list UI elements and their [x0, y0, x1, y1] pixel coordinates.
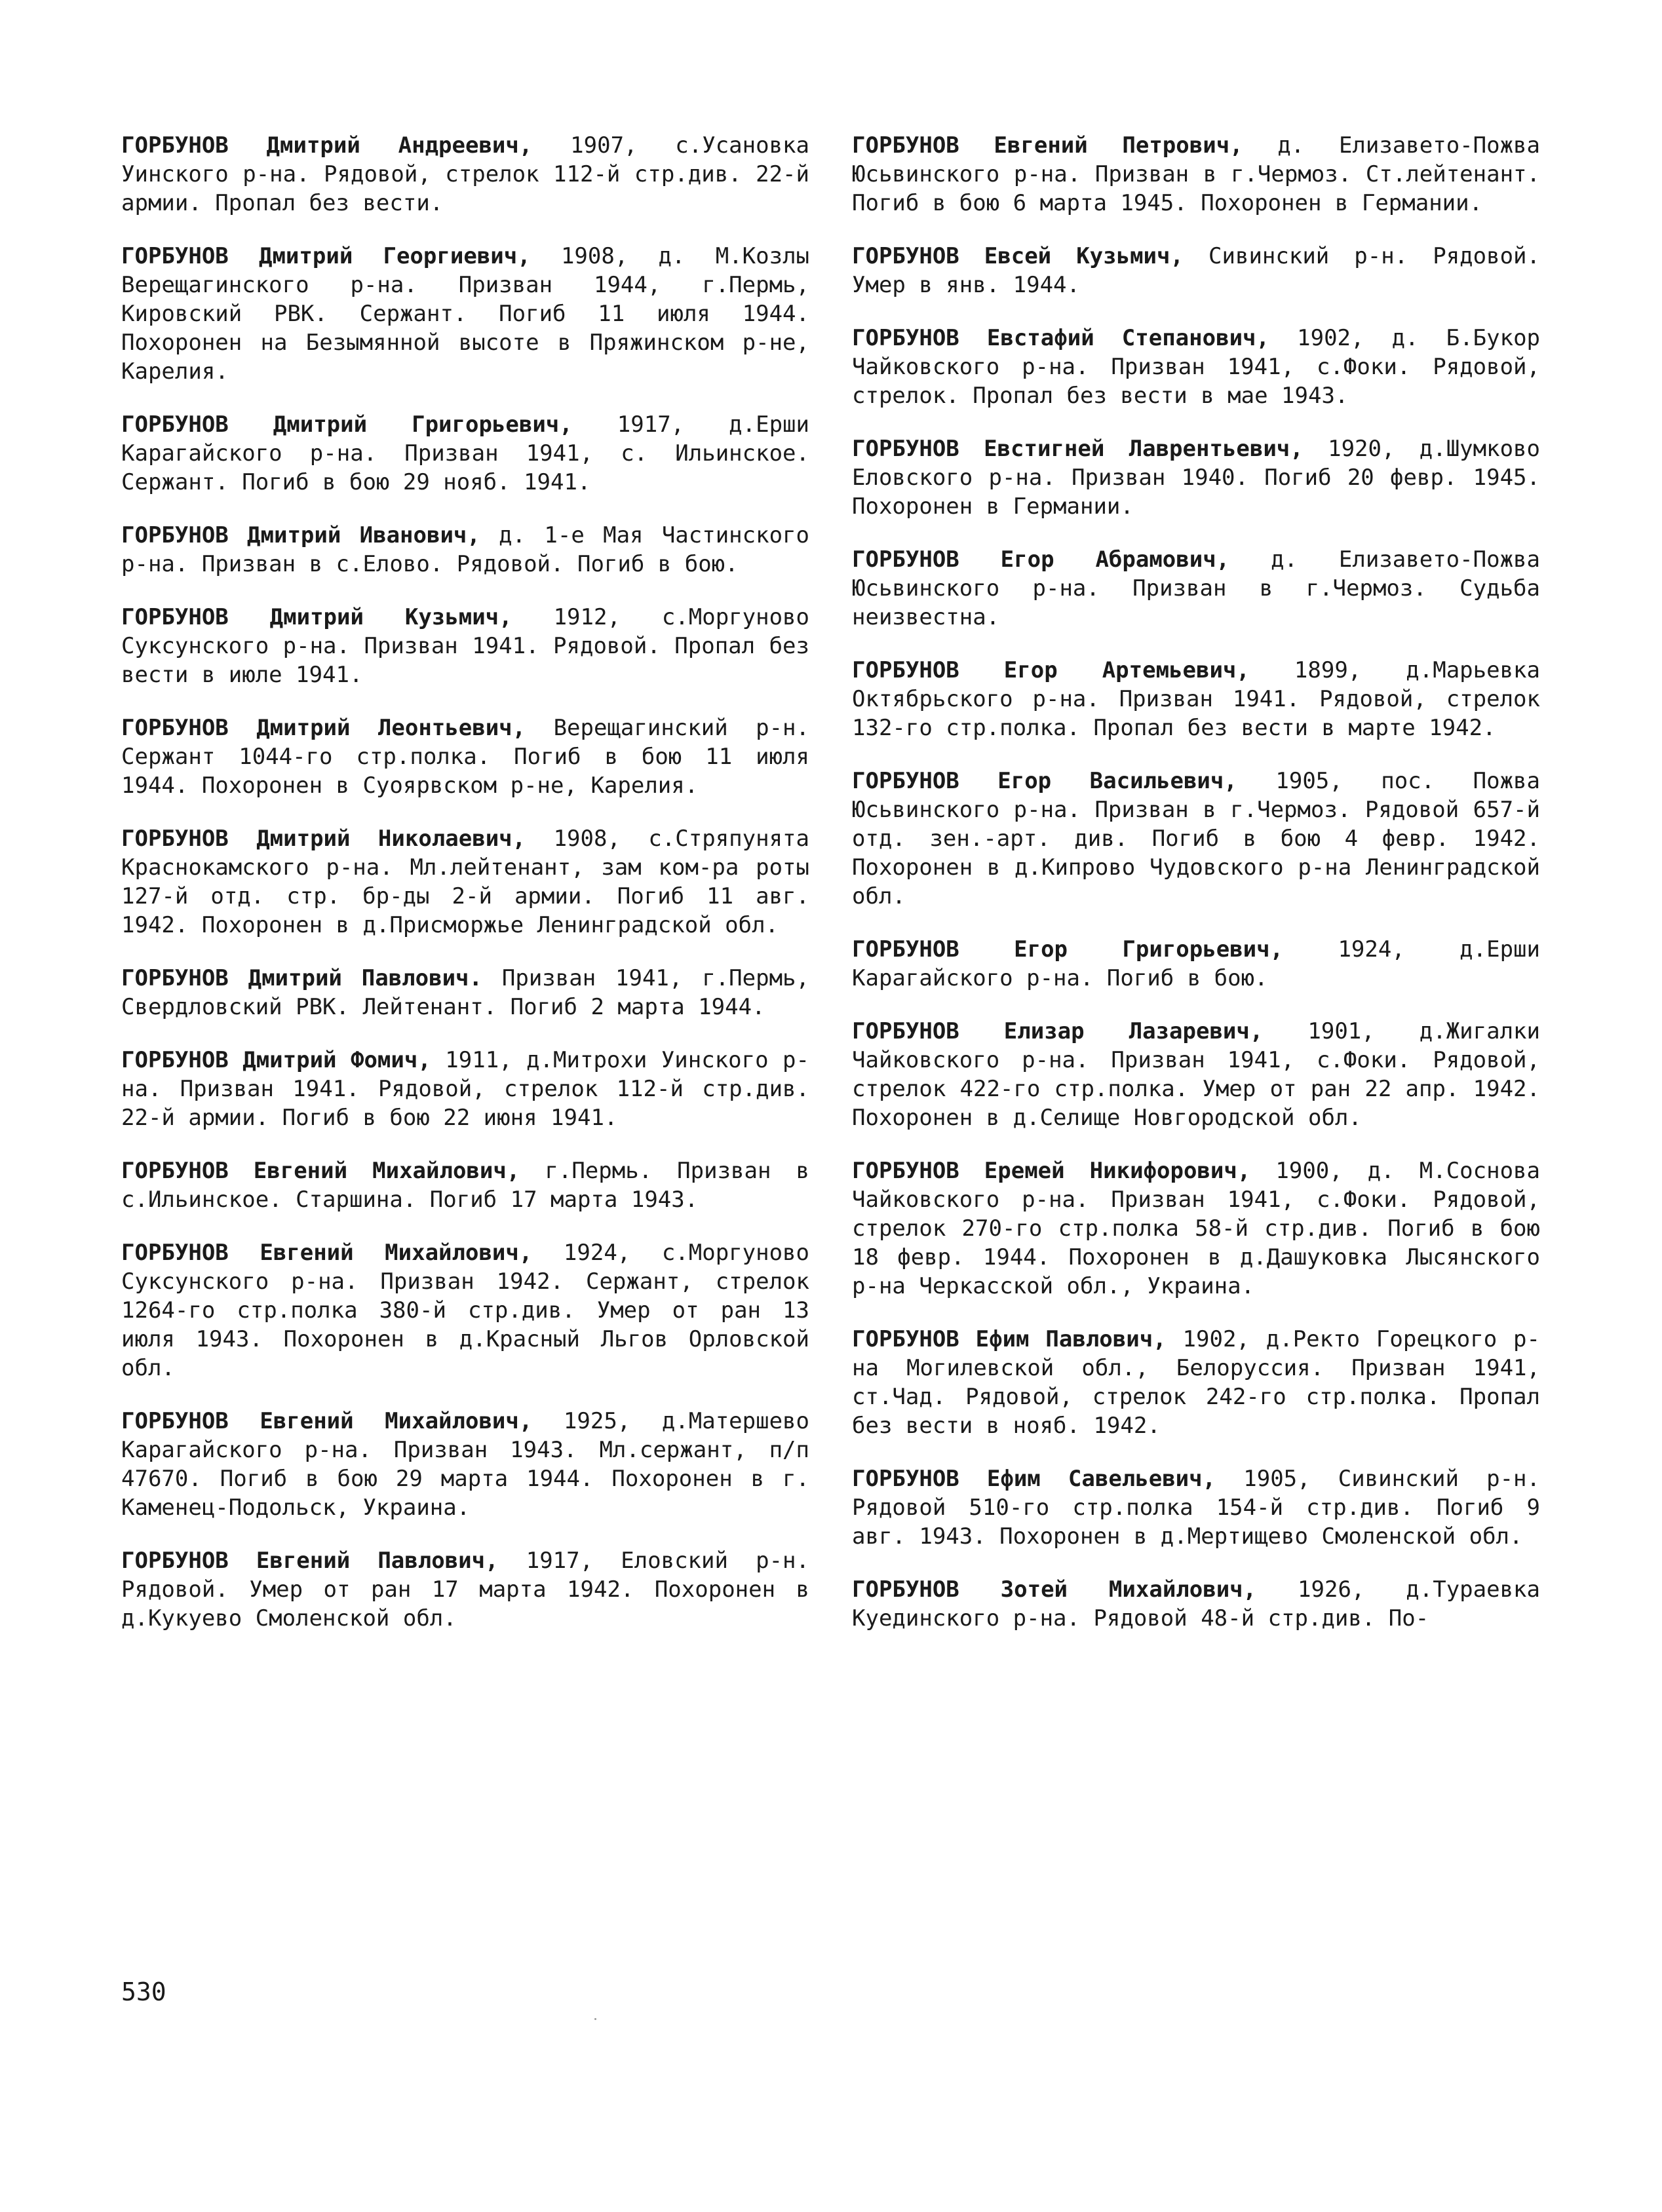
entry	[852, 1575, 1540, 1633]
entry-text: 1902, д.Ректо Горецкого р-на Могилевской обл., Белоруссия. Призван 1941, ст.Чад. Рядовой, стрелок 242-го стр.полка. Пропал без вести в нояб. 1942.	[852, 1326, 1540, 1439]
entry	[121, 1546, 809, 1633]
entry-name: ГОРБУНОВ Дмитрий Георгиевич,	[121, 243, 531, 269]
entry-name: ГОРБУНОВ Егор Артемьевич,	[852, 657, 1250, 683]
entry-text: 1925, д.Матершево Карагайского р-на. Призван 1943. Мл.сержант, п/п 47670. Погиб в бою 29 марта 1944. Похоронен в г. Каменец-Подольск, Украина.	[121, 1408, 809, 1521]
entry-text: д. Елизавето-Пожва Юсьвинского р-на. Призван в г.Чермоз. Судьба неизвестна.	[852, 546, 1540, 630]
entry-name: ГОРБУНОВ Дмитрий Иванович,	[121, 522, 480, 548]
entry-name: ГОРБУНОВ Евстигней Лаврентьевич,	[852, 436, 1304, 462]
entry-name: ГОРБУНОВ Евсей Кузьмич,	[852, 243, 1184, 269]
page-number: 530	[121, 1977, 166, 2006]
right-column	[852, 131, 1540, 1657]
entry-name: ГОРБУНОВ Евгений Михайлович,	[121, 1158, 520, 1184]
entry	[852, 242, 1540, 299]
entry	[852, 545, 1540, 632]
entry-text: д. Елизавето-Пожва Юсьвинского р-на. Призван в г.Чермоз. Ст.лейтенант. Погиб в бою 6 марта 1945. Похоронен в Германии.	[852, 132, 1540, 216]
entry-text: 1899, д.Марьевка Октябрьского р-на. Призван 1941. Рядовой, стрелок 132-го стр.полка. Пропал без вести в марте 1942.	[852, 657, 1540, 741]
entry	[852, 1464, 1540, 1551]
entry	[121, 824, 809, 940]
entry-name: ГОРБУНОВ Дмитрий Григорьевич,	[121, 411, 573, 438]
entry	[121, 1046, 809, 1132]
entry-text: 1908, с.Стряпунята Краснокамского р-на. Мл.лейтенант, зам ком-ра роты 127-й отд. стр. бр-ды 2-й армии. Погиб 11 авг. 1942. Похоронен в д.Присморжье Ленинградской обл.	[121, 826, 809, 938]
entry-text: 1920, д.Шумково Еловского р-на. Призван 1940. Погиб 20 февр. 1945. Похоронен в Германии.	[852, 436, 1540, 520]
entry-name: ГОРБУНОВ Ефим Савельевич,	[852, 1466, 1216, 1492]
entry-name: ГОРБУНОВ Евстафий Степанович,	[852, 325, 1269, 351]
entry-text: Призван 1941, г.Пермь, Свердловский РВК. Лейтенант. Погиб 2 марта 1944.	[121, 965, 809, 1020]
entry-text: 1907, с.Усановка Уинского р-на. Рядовой, стрелок 112-й стр.див. 22-й армии. Пропал без вести.	[121, 132, 809, 216]
entry-text: 1917, Еловский р-н. Рядовой. Умер от ран 17 марта 1942. Похоронен в д.Кукуево Смоленской обл.	[121, 1548, 809, 1631]
entry	[121, 1407, 809, 1522]
entry	[852, 131, 1540, 218]
entry-name: ГОРБУНОВ Евгений Михайлович,	[121, 1240, 533, 1266]
entry-name: ГОРБУНОВ Евгений Петрович,	[852, 132, 1243, 159]
entry-name: ГОРБУНОВ Дмитрий Павлович.	[121, 965, 482, 991]
entry-text: 1905, Сивинский р-н. Рядовой 510-го стр.полка 154-й стр.див. Погиб 9 авг. 1943. Похоронен в д.Мертищево Смоленской обл.	[852, 1466, 1540, 1550]
entry	[121, 131, 809, 218]
entry-text: 1905, пос. Пожва Юсьвинского р-на. Призван в г.Чермоз. Рядовой 657-й отд. зен.-арт. див. Погиб в бою 4 февр. 1942. Похоронен в д.Кипрово Чудовского р-на Ленинградской обл.	[852, 768, 1540, 909]
entry-text: д. 1-е Мая Частинского р-на. Призван в с.Елово. Рядовой. Погиб в бою.	[121, 522, 809, 577]
entry-name: ГОРБУНОВ Дмитрий Леонтьевич,	[121, 715, 526, 741]
entry	[121, 242, 809, 386]
entry	[852, 935, 1540, 993]
entry	[852, 434, 1540, 521]
entry-text: 1901, д.Жигалки Чайковского р-на. Призван 1941, с.Фоки. Рядовой, стрелок 422-го стр.полка. Умер от ран 22 апр. 1942. Похоронен в д.Селище Новгородской обл.	[852, 1018, 1540, 1131]
entry-text: г.Пермь. Призван в с.Ильинское. Старшина. Погиб 17 марта 1943.	[121, 1158, 809, 1213]
left-column	[121, 131, 809, 1657]
entry-name: ГОРБУНОВ Дмитрий Николаевич,	[121, 826, 526, 852]
entry-text: 1924, с.Моргуново Суксунского р-на. Призван 1942. Сержант, стрелок 1264-го стр.полка 380-й стр.див. Умер от ран 13 июля 1943. Похоронен в д.Красный Льгов Орловской обл.	[121, 1240, 809, 1381]
entry	[852, 1017, 1540, 1132]
entry-text: 1902, д. Б.Букор Чайковского р-на. Призван 1941, с.Фоки. Рядовой, стрелок. Пропал без вести в мае 1943.	[852, 325, 1541, 409]
entry-name: ГОРБУНОВ Егор Васильевич,	[852, 768, 1237, 794]
entry-name: ГОРБУНОВ Зотей Михайлович,	[852, 1576, 1257, 1603]
entry-text: Сивинский р-н. Рядовой. Умер в янв. 1944.	[852, 243, 1540, 298]
entry-name: ГОРБУНОВ Егор Григорьевич,	[852, 936, 1284, 963]
entry-text: 1908, д. М.Козлы Верещагинского р-на. Призван 1944, г.Пермь, Кировский РВК. Сержант. Погиб 11 июля 1944. Похоронен на Безымянной высоте в Пряжинском р-не, Карелия.	[121, 243, 810, 385]
entry-name: ГОРБУНОВ Егор Абрамович,	[852, 546, 1230, 573]
entry-name: ГОРБУНОВ Ефим Павлович,	[852, 1326, 1167, 1352]
entry	[852, 656, 1540, 742]
entry-name: ГОРБУНОВ Евгений Михайлович,	[121, 1408, 533, 1434]
entry-text: 1924, д.Ерши Карагайского р-на. Погиб в бою.	[852, 936, 1540, 991]
entry	[121, 603, 809, 689]
entry-text: 1912, с.Моргуново Суксунского р-на. Призван 1941. Рядовой. Пропал без вести в июле 1941.	[121, 604, 809, 688]
entry	[121, 1238, 809, 1382]
entry	[121, 410, 809, 497]
entry	[121, 1156, 809, 1214]
entry-name: ГОРБУНОВ Евгений Павлович,	[121, 1548, 499, 1574]
entry-text: 1917, д.Ерши Карагайского р-на. Призван 1941, с. Ильинское. Сержант. Погиб в бою 29 нояб. 1941.	[121, 411, 809, 495]
entry-text: 1911, д.Митрохи Уинского р-на. Призван 1941. Рядовой, стрелок 112-й стр.див. 22-й армии. Погиб в бою 22 июня 1941.	[121, 1047, 809, 1131]
entry	[121, 521, 809, 579]
entry-text: 1926, д.Тураевка Куединского р-на. Рядовой 48-й стр.див. По-	[852, 1576, 1540, 1631]
entry-name: ГОРБУНОВ Дмитрий Андреевич,	[121, 132, 533, 159]
scan-speck	[594, 2018, 596, 2020]
entry-text: Верещагинский р-н. Сержант 1044-го стр.полка. Погиб в бою 11 июля 1944. Похоронен в Суоярвском р-не, Карелия.	[121, 715, 809, 799]
entry-name: ГОРБУНОВ Елизар Лазаревич,	[852, 1018, 1264, 1044]
entry-name: ГОРБУНОВ Дмитрий Фомич,	[121, 1047, 431, 1073]
entry	[852, 1156, 1540, 1301]
entry	[852, 324, 1540, 410]
entry	[121, 964, 809, 1021]
entry	[852, 1325, 1540, 1440]
entry	[852, 767, 1540, 911]
entry	[121, 714, 809, 800]
entry-name: ГОРБУНОВ Еремей Никифорович,	[852, 1158, 1251, 1184]
entry-text: 1900, д. М.Соснова Чайковского р-на. Призван 1941, с.Фоки. Рядовой, стрелок 270-го стр.полка 58-й стр.див. Погиб в бою 18 февр. 1944. Похоронен в д.Дашуковка Лысянского р-на Черкасской обл., Украина.	[852, 1158, 1540, 1299]
entry-name: ГОРБУНОВ Дмитрий Кузьмич,	[121, 604, 512, 630]
